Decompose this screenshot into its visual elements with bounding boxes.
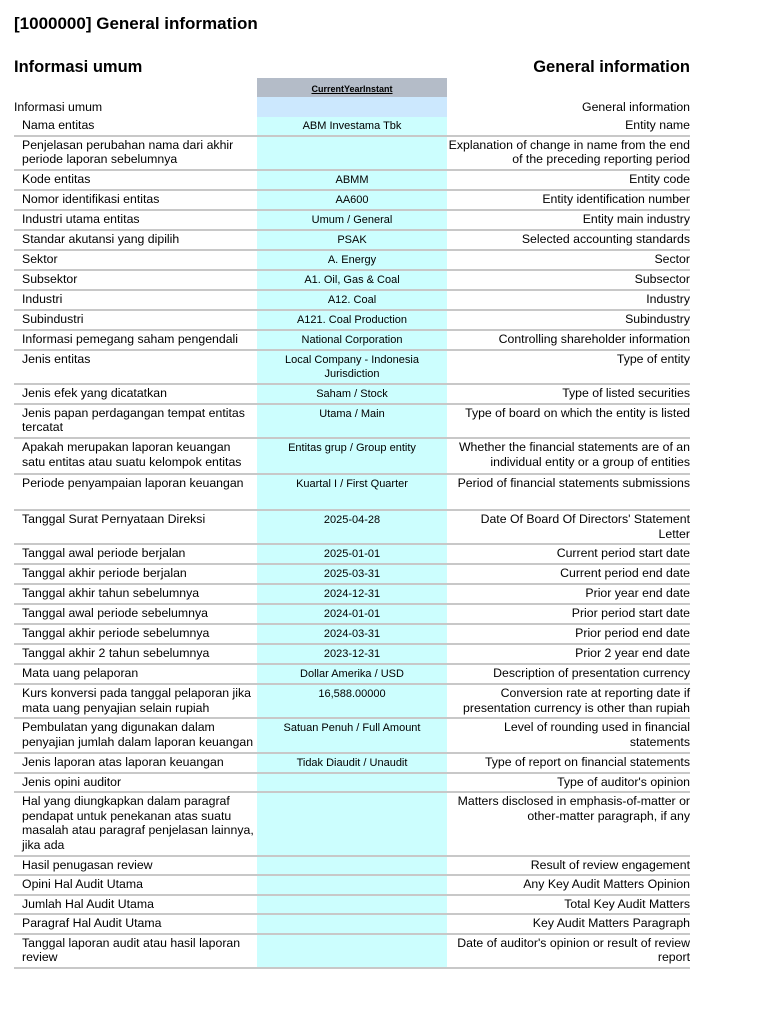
label-indonesian: Tanggal awal periode berjalan (14, 544, 257, 564)
value-cell (257, 792, 447, 855)
table-row (14, 330, 690, 350)
value-cell: Umum / General (257, 210, 447, 230)
value-cell: 2025-01-01 (257, 544, 447, 564)
table-row (14, 350, 690, 384)
value-cell: 2025-03-31 (257, 564, 447, 584)
table-row (14, 773, 690, 793)
label-english: Selected accounting standards (447, 230, 690, 250)
label-english: Sector (447, 250, 690, 270)
value-cell: Satuan Penuh / Full Amount (257, 718, 447, 752)
label-english: Date of auditor's opinion or result of review report (447, 934, 690, 968)
label-indonesian: Subindustri (14, 310, 257, 330)
table-row (14, 684, 690, 718)
table-row (14, 117, 690, 136)
label-english: Prior period end date (447, 624, 690, 644)
section-row (14, 97, 690, 117)
value-cell: AA600 (257, 190, 447, 210)
table-row (14, 664, 690, 684)
label-indonesian: Industri utama entitas (14, 210, 257, 230)
table-row (14, 934, 690, 968)
table-row (14, 544, 690, 564)
table-row (14, 438, 690, 474)
label-english: Subsector (447, 270, 690, 290)
label-english: Prior year end date (447, 584, 690, 604)
table-row (14, 604, 690, 624)
label-english: Industry (447, 290, 690, 310)
label-english: Description of presentation currency (447, 664, 690, 684)
table-row (14, 136, 690, 170)
table-row (14, 510, 690, 544)
table-row (14, 190, 690, 210)
value-cell: A. Energy (257, 250, 447, 270)
label-english: Current period end date (447, 564, 690, 584)
label-english: Entity code (447, 170, 690, 190)
label-indonesian: Paragraf Hal Audit Utama (14, 914, 257, 934)
label-indonesian: Kurs konversi pada tanggal pelaporan jika mata uang penyajian selain rupiah (14, 684, 257, 718)
label-indonesian: Tanggal Surat Pernyataan Direksi (14, 510, 257, 544)
table-row (14, 170, 690, 190)
table-row (14, 718, 690, 752)
label-english: Entity identification number (447, 190, 690, 210)
label-indonesian: Jumlah Hal Audit Utama (14, 895, 257, 915)
label-english: Prior 2 year end date (447, 644, 690, 664)
value-cell: PSAK (257, 230, 447, 250)
table-row (14, 856, 690, 876)
label-indonesian: Tanggal akhir tahun sebelumnya (14, 584, 257, 604)
label-indonesian: Subsektor (14, 270, 257, 290)
value-cell: Saham / Stock (257, 384, 447, 404)
label-english: Controlling shareholder information (447, 330, 690, 350)
value-cell (257, 136, 447, 170)
value-cell (257, 97, 447, 117)
value-cell: ABM Investama Tbk (257, 117, 447, 136)
label-english: Level of rounding used in financial statements (447, 718, 690, 752)
value-cell (257, 934, 447, 968)
label-indonesian: Hasil penugasan review (14, 856, 257, 876)
table-row (14, 210, 690, 230)
section-heading-indonesian: Informasi umum (14, 58, 143, 76)
label-indonesian: Opini Hal Audit Utama (14, 875, 257, 895)
label-indonesian: Jenis entitas (14, 350, 257, 384)
label-english: Entity name (447, 117, 690, 136)
label-english: Current period start date (447, 544, 690, 564)
label-indonesian: Nomor identifikasi entitas (14, 190, 257, 210)
label-indonesian: Informasi umum (14, 100, 103, 114)
label-indonesian: Industri (14, 290, 257, 310)
table-row (14, 270, 690, 290)
label-english: Key Audit Matters Paragraph (447, 914, 690, 934)
section-heading-english: General information (533, 58, 690, 76)
value-cell: 2024-01-01 (257, 604, 447, 624)
label-english: Explanation of change in name from the end of the preceding reporting period (447, 136, 690, 170)
table-row (14, 404, 690, 438)
label-indonesian: Periode penyampaian laporan keuangan (14, 474, 257, 510)
value-cell: A1. Oil, Gas & Coal (257, 270, 447, 290)
value-cell: Local Company - Indonesia Jurisdiction (257, 350, 447, 384)
label-indonesian: Mata uang pelaporan (14, 664, 257, 684)
label-english: Type of entity (447, 350, 690, 384)
value-cell: Entitas grup / Group entity (257, 438, 447, 474)
table-row (14, 384, 690, 404)
value-cell: 16,588.00000 (257, 684, 447, 718)
table-row (14, 250, 690, 270)
label-indonesian: Jenis papan perdagangan tempat entitas tercatat (14, 404, 257, 438)
label-english: Type of board on which the entity is listed (447, 404, 690, 438)
label-indonesian: Tanggal akhir periode sebelumnya (14, 624, 257, 644)
table-row (14, 895, 690, 915)
column-header-current-year: CurrentYearInstant (257, 78, 447, 97)
value-cell: 2024-12-31 (257, 584, 447, 604)
label-indonesian: Jenis efek yang dicatatkan (14, 384, 257, 404)
label-indonesian: Penjelasan perubahan nama dari akhir periode laporan sebelumnya (14, 136, 257, 170)
label-indonesian: Sektor (14, 250, 257, 270)
table-row (14, 290, 690, 310)
value-cell: National Corporation (257, 330, 447, 350)
label-english: Date Of Board Of Directors' Statement Letter (447, 510, 690, 544)
value-cell: Kuartal I / First Quarter (257, 474, 447, 510)
label-english: Whether the financial statements are of an individual entity or a group of entities (447, 438, 690, 474)
table-row (14, 914, 690, 934)
label-english: Prior period start date (447, 604, 690, 624)
label-indonesian: Tanggal awal periode sebelumnya (14, 604, 257, 624)
label-indonesian: Hal yang diungkapkan dalam paragraf pendapat untuk penekanan atas suatu masalah atau paragraf penjelasan lainnya, jika ada (14, 792, 257, 855)
label-english: Matters disclosed in emphasis-of-matter or other-matter paragraph, if any (447, 792, 690, 855)
label-indonesian: Pembulatan yang digunakan dalam penyajian jumlah dalam laporan keuangan (14, 718, 257, 752)
label-english: Type of auditor's opinion (447, 773, 690, 793)
value-cell: 2024-03-31 (257, 624, 447, 644)
label-english: Total Key Audit Matters (447, 895, 690, 915)
label-indonesian: Standar akutansi yang dipilih (14, 230, 257, 250)
label-indonesian: Tanggal akhir periode berjalan (14, 564, 257, 584)
label-english: Type of listed securities (447, 384, 690, 404)
table-row (14, 792, 690, 855)
table-row (14, 753, 690, 773)
label-english: Entity main industry (447, 210, 690, 230)
value-cell: ABMM (257, 170, 447, 190)
label-english: Type of report on financial statements (447, 753, 690, 773)
label-indonesian: Tanggal akhir 2 tahun sebelumnya (14, 644, 257, 664)
label-english: Period of financial statements submissions (447, 474, 690, 510)
value-cell (257, 773, 447, 793)
label-indonesian: Tanggal laporan audit atau hasil laporan review (14, 934, 257, 968)
general-information-table (14, 97, 690, 969)
value-cell: A121. Coal Production (257, 310, 447, 330)
table-row (14, 474, 690, 510)
value-cell: 2025-04-28 (257, 510, 447, 544)
value-cell (257, 914, 447, 934)
label-english: Any Key Audit Matters Opinion (447, 875, 690, 895)
table-row (14, 624, 690, 644)
label-indonesian: Nama entitas (14, 117, 257, 136)
value-cell: A12. Coal (257, 290, 447, 310)
table-row (14, 644, 690, 664)
value-cell: Dollar Amerika / USD (257, 664, 447, 684)
label-english: Subindustry (447, 310, 690, 330)
table-row (14, 230, 690, 250)
label-indonesian: Apakah merupakan laporan keuangan satu entitas atau suatu kelompok entitas (14, 438, 257, 474)
page-title: [1000000] General information (14, 14, 258, 33)
label-english: General information (582, 100, 690, 114)
table-row (14, 310, 690, 330)
value-cell: Utama / Main (257, 404, 447, 438)
value-cell (257, 875, 447, 895)
label-indonesian: Jenis laporan atas laporan keuangan (14, 753, 257, 773)
table-row (14, 875, 690, 895)
label-indonesian: Jenis opini auditor (14, 773, 257, 793)
table-body (14, 97, 690, 968)
label-indonesian: Kode entitas (14, 170, 257, 190)
table-row (14, 584, 690, 604)
label-indonesian: Informasi pemegang saham pengendali (14, 330, 257, 350)
label-english: Result of review engagement (447, 856, 690, 876)
table-row (14, 564, 690, 584)
value-cell: 2023-12-31 (257, 644, 447, 664)
value-cell: Tidak Diaudit / Unaudit (257, 753, 447, 773)
label-english: Conversion rate at reporting date if presentation currency is other than rupiah (447, 684, 690, 718)
value-cell (257, 895, 447, 915)
value-cell (257, 856, 447, 876)
